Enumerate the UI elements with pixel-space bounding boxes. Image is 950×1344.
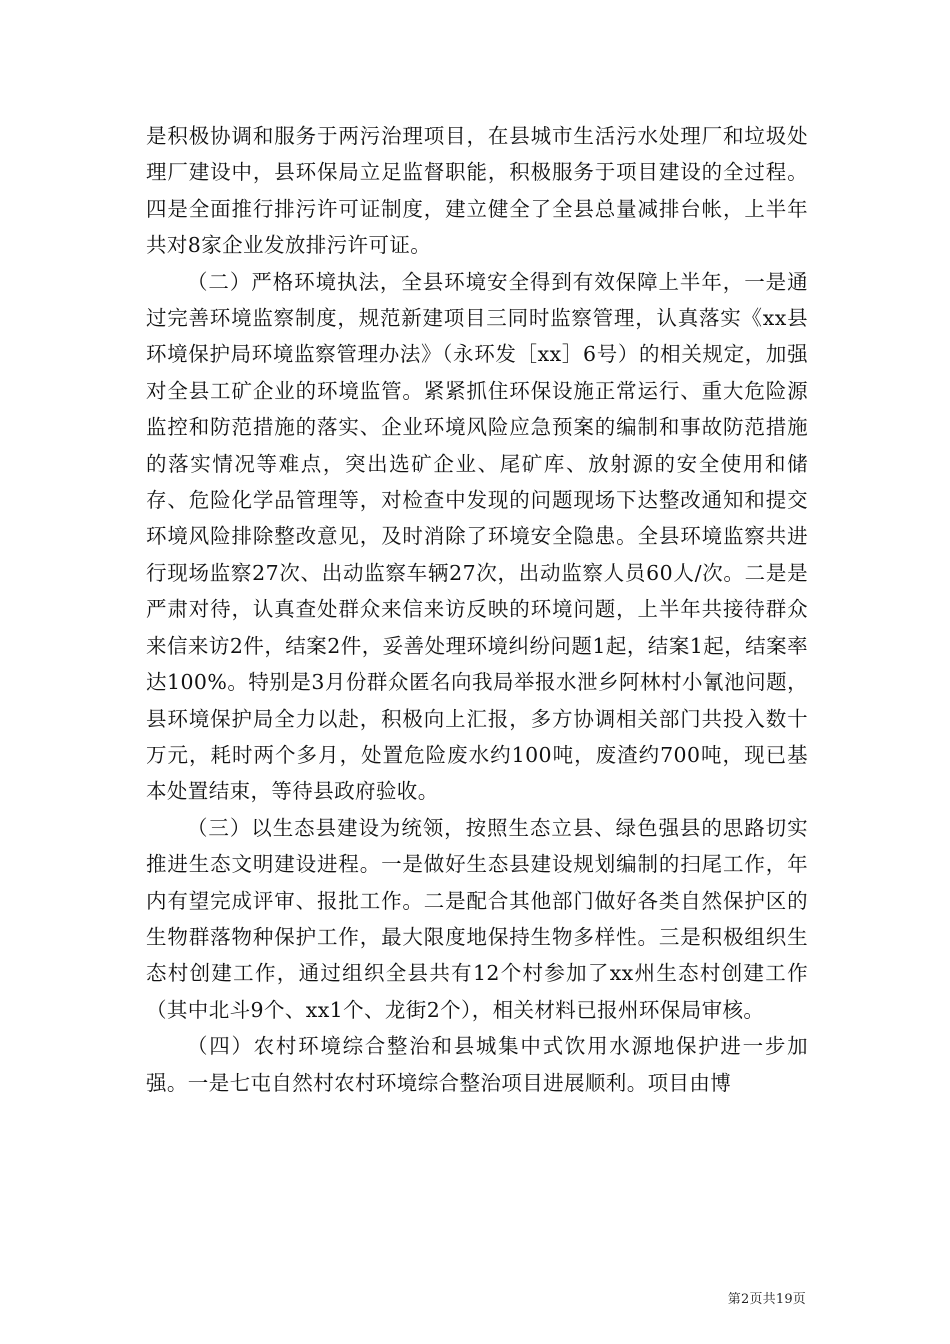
document-body [146,118,808,1101]
page-number-footer: 第2页共19页 [727,1292,806,1307]
paragraph-rural-environment: （四）农村环境综合整治和县城集中式饮用水源地保护进一步加强。一是七屯自然村农村环境综合整治项目进展顺利。项目由博 [146,1034,808,1095]
paragraph-ecological-county: （三）以生态县建设为统领，按照生态立县、绿色强县的思路切实推进生态文明建设进程。一是做好生态县建设规划编制的扫尾工作，年内有望完成评审、报批工作。二是配合其他部门做好各类自然保护区的生物群落物种保护工作，最大限度地保持生物多样性。三是积极组织生态村创建工作，通过组织全县共有12个村参加了xx州生态村创建工作（其中北斗9个、xx1个、龙街2个），相关材料已报州环保局审核。 [146,815,808,1022]
paragraph-continuation: 是积极协调和服务于两污治理项目，在县城市生活污水处理厂和垃圾处理厂建设中，县环保局立足监督职能，积极服务于项目建设的全过程。四是全面推行排污许可证制度，建立健全了全县总量减排台帐，上半年共对8家企业发放排污许可证。 [146,124,808,258]
paragraph-environmental-enforcement: （二）严格环境执法，全县环境安全得到有效保障上半年，一是通过完善环境监察制度，规范新建项目三同时监察管理，认真落实《xx县环境保护局环境监察管理办法》（永环发［xx］6号）的相关规定，加强对全县工矿企业的环境监管。紧紧抓住环保设施正常运行、重大危险源监控和防范措施的落实、企业环境风险应急预案的编制和事故防范措施的落实情况等难点，突出选矿企业、尾矿库、放射源的安全使用和储存、危险化学品管理等，对检查中发现的问题现场下达整改通知和提交环境风险排除整改意见，及时消除了环境安全隐患。全县环境监察共进行现场监察27次、出动监察车辆27次，出动监察人员60人/次。二是是严肃对待，认真查处群众来信来访反映的环境问题，上半年共接待群众来信来访2件，结案2件，妥善处理环境纠纷问题1起，结案1起，结案率达100%。特别是3月份群众匿名向我局举报水泄乡阿林村小氰池问题，县环境保护局全力以赴，积极向上汇报，多方协调相关部门共投入数十万元，耗时两个多月，处置危险废水约100吨，废渣约700吨，现已基本处置结束，等待县政府验收。 [146,269,808,804]
